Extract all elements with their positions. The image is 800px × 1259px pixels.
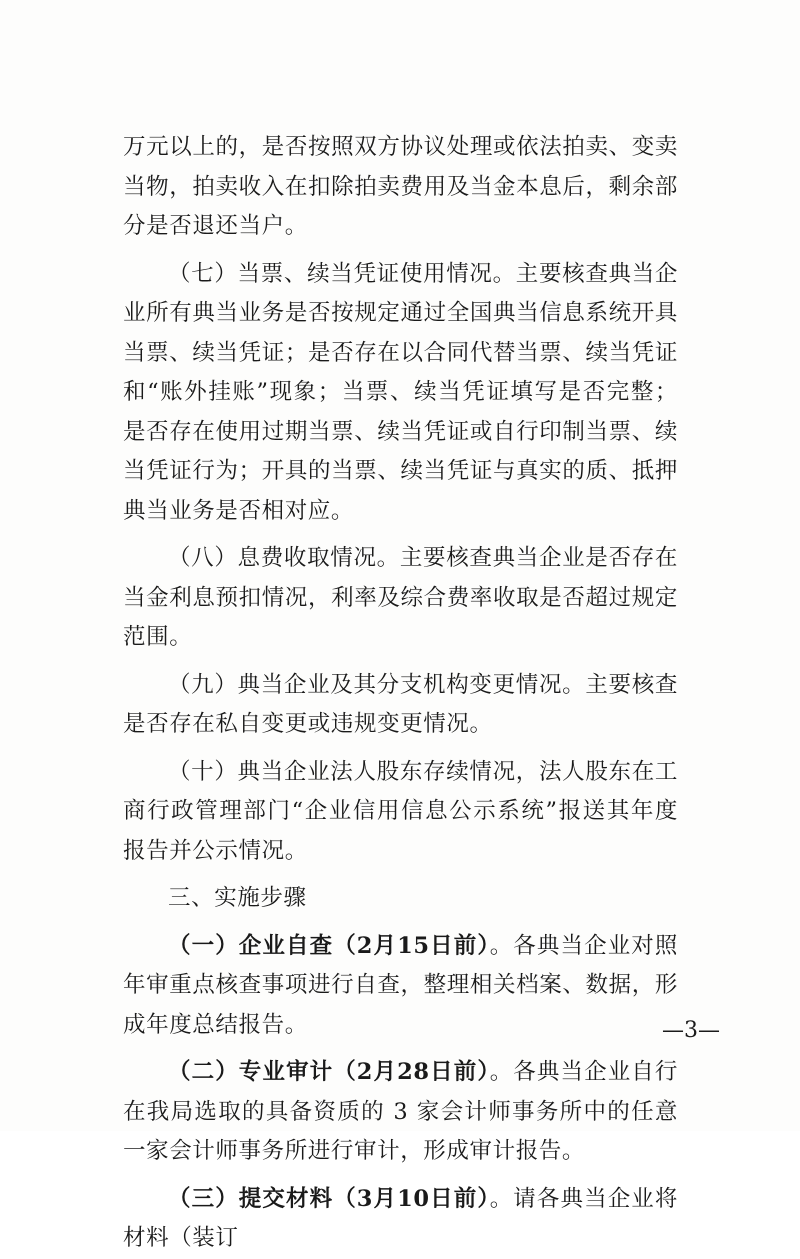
step-lead: （一）企业自查（2月15日前） <box>168 932 490 959</box>
paragraph-text: （八）息费收取情况。主要核查典当企业是否存在当金利息预扣情况，利率及综合费率收取是否超过规定范围。 <box>123 545 678 650</box>
document-body <box>123 128 678 1259</box>
paragraph-item-8 <box>123 539 678 658</box>
paragraph-item-7 <box>123 255 678 532</box>
step-text: 。各典当企业自行在我局选取的具备资质的 3 家会计师事务所中的任意一家会计师事务所进行审计，形成审计报告。 <box>123 1059 678 1164</box>
step-lead: （三）提交材料（3月10日前） <box>168 1185 490 1212</box>
paragraph-continuation <box>123 128 678 247</box>
step-text: 。请各典当企业将材料（装订 <box>123 1185 678 1251</box>
step-2 <box>123 1053 678 1172</box>
paragraph-item-10 <box>123 753 678 872</box>
step-3 <box>123 1180 678 1259</box>
step-1 <box>123 927 678 1046</box>
paragraph-text: （七）当票、续当凭证使用情况。主要核查典当企业所有典当业务是否按规定通过全国典当信息系统开具当票、续当凭证；是否存在以合同代替当票、续当凭证和“账外挂账”现象；当票、续当凭证填写是否完整；是否存在使用过期当票、续当凭证或自行印制当票、续当凭证行为；开具的当票、续当凭证与真实的质、抵押典当业务是否相对应。 <box>123 260 678 524</box>
paragraph-text: （九）典当企业及其分支机构变更情况。主要核查是否存在私自变更或违规变更情况。 <box>123 671 678 737</box>
page-number: —3— <box>662 1018 720 1043</box>
section-heading <box>123 879 678 919</box>
paragraph-item-9 <box>123 666 678 745</box>
paragraph-text: 万元以上的，是否按照双方协议处理或依法拍卖、变卖当物，拍卖收入在扣除拍卖费用及当金本息后，剩余部分是否退还当户。 <box>123 134 678 239</box>
step-text: 。各典当企业对照年审重点核查事项进行自查，整理相关档案、数据，形成年度总结报告。 <box>123 932 678 1038</box>
step-lead: （二）专业审计（2月28日前） <box>168 1059 490 1085</box>
section-heading-text: 三、实施步骤 <box>168 885 307 911</box>
paragraph-text: （十）典当企业法人股东存续情况，法人股东在工商行政管理部门“企业信用信息公示系统”报送其年度报告并公示情况。 <box>123 758 678 864</box>
